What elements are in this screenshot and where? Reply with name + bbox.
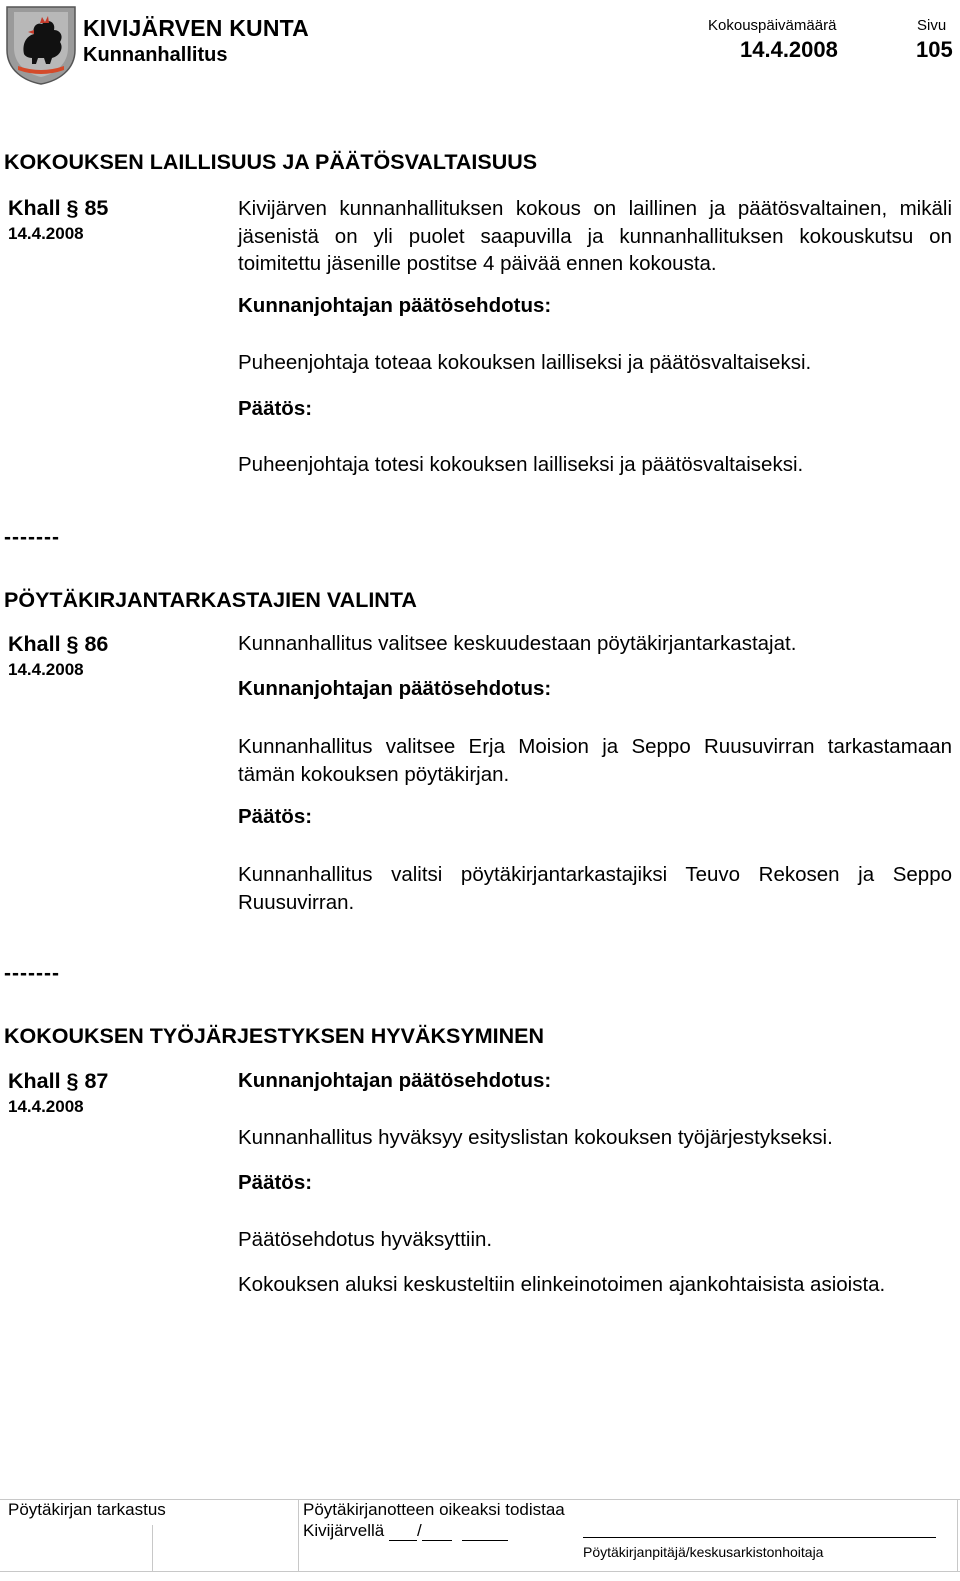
section-title: KOKOUKSEN LAILLISUUS JA PÄÄTÖSVALTAISUUS	[4, 150, 538, 174]
decision-text: Päätösehdotus hyväksyttiin.	[238, 1228, 493, 1251]
proposal-text: Kunnanhallitus hyväksyy esityslistan kokouksen työjärjestykseksi.	[238, 1126, 833, 1149]
section-note: Kokouksen aluksi keskusteltiin elinkeinotoimen ajankohtaisista asioista.	[238, 1273, 886, 1296]
footer-border-right	[957, 1499, 958, 1571]
footer-certify-label: Pöytäkirjanotteen oikeaksi todistaa	[303, 1500, 565, 1519]
footer-place: Kivijärvellä	[303, 1521, 385, 1540]
proposal-text: Kunnanhallitus valitsee Erja Moision ja Seppo Ruusuvirran tarkastamaan tämän kokouksen pöytäkirjan.	[238, 735, 952, 786]
decision-label: Päätös:	[238, 397, 313, 420]
year-blank	[462, 1522, 508, 1541]
footer-divider	[152, 1525, 153, 1571]
date-slash: /	[416, 1521, 422, 1540]
signature-line	[583, 1537, 936, 1538]
proposal-label: Kunnanjohtajan päätösehdotus:	[238, 294, 552, 317]
section-date: 14.4.2008	[8, 224, 84, 243]
section-separator: -------	[4, 962, 60, 985]
month-blank	[422, 1522, 452, 1541]
section-title: PÖYTÄKIRJANTARKASTAJIEN VALINTA	[4, 588, 417, 612]
proposal-label: Kunnanjohtajan päätösehdotus:	[238, 1069, 552, 1092]
proposal-text: Puheenjohtaja toteaa kokouksen lailliseksi ja päätösvaltaiseksi.	[238, 351, 812, 374]
footer-review-label: Pöytäkirjan tarkastus	[8, 1500, 166, 1519]
decision-label: Päätös:	[238, 805, 313, 828]
section-intro: Kunnanhallitus valitsee keskuudestaan pöytäkirjantarkastajat.	[238, 632, 797, 655]
footer-place-line	[303, 1521, 508, 1541]
decision-text: Kunnanhallitus valitsi pöytäkirjantarkastajiksi Teuvo Rekosen ja Seppo Ruusuvirran.	[238, 863, 952, 914]
section-number: Khall § 86	[8, 632, 109, 656]
section-title: KOKOUKSEN TYÖJÄRJESTYKSEN HYVÄKSYMINEN	[4, 1024, 544, 1048]
meeting-date: 14.4.2008	[740, 37, 838, 62]
section-number: Khall § 85	[8, 196, 109, 220]
municipality-name: KIVIJÄRVEN KUNTA	[83, 15, 309, 41]
municipality-coat-of-arms	[4, 4, 78, 86]
day-blank	[389, 1522, 417, 1541]
section-intro: Kivijärven kunnanhallituksen kokous on laillinen ja päätösvaltainen, mikäli jäsenistä on yli puolet saapuvilla ja kunnanhallituksen kokouskutsu on toimitettu jäsenille postitse 4 päivää ennen kokousta.	[238, 197, 952, 275]
section-date: 14.4.2008	[8, 1097, 84, 1116]
footer-signer: Pöytäkirjanpitäjä/keskusarkistonhoitaja	[583, 1544, 824, 1560]
proposal-label: Kunnanjohtajan päätösehdotus:	[238, 677, 552, 700]
footer-border-bottom	[0, 1571, 960, 1572]
decision-label: Päätös:	[238, 1171, 313, 1194]
section-number: Khall § 87	[8, 1069, 109, 1093]
page-number: 105	[916, 37, 953, 62]
governing-body: Kunnanhallitus	[83, 44, 228, 66]
section-date: 14.4.2008	[8, 660, 84, 679]
meeting-date-label: Kokouspäivämäärä	[708, 17, 837, 34]
footer-divider	[298, 1499, 299, 1571]
page-label: Sivu	[917, 17, 947, 34]
section-separator: -------	[4, 526, 60, 549]
decision-text: Puheenjohtaja totesi kokouksen lailliseksi ja päätösvaltaiseksi.	[238, 453, 804, 476]
